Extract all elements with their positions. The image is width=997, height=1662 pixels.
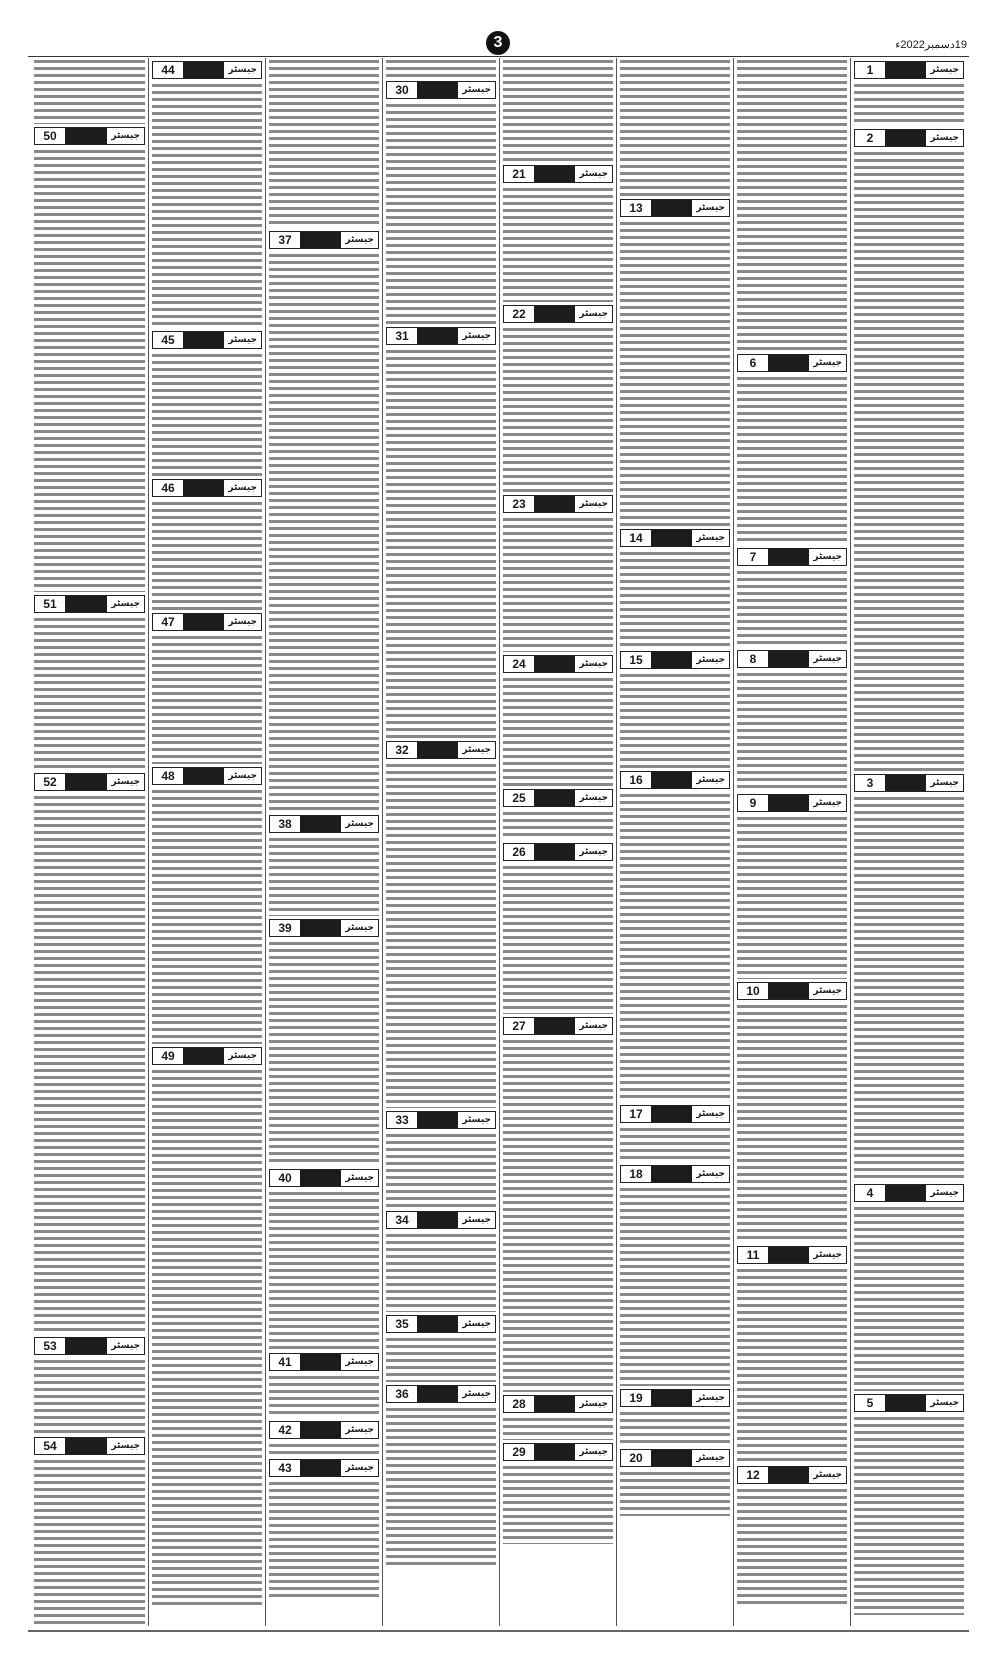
entry-text [34,58,145,124]
entry-badge-16: جیسٹر 16 [620,771,730,789]
entry-badge-13: جیسٹر 13 [620,199,730,217]
entry-badge-39: جیسٹر 39 [269,919,379,937]
entry-badge-42: جیسٹر 42 [269,1421,379,1439]
column-6 [265,58,382,1626]
entry-badge-30: جیسٹر 30 [386,81,496,99]
entry-badge-24: جیسٹر 24 [503,655,613,673]
issue-date: 19دسمبر2022ء [895,39,967,51]
entry-text [620,672,730,768]
entry-badge-28: جیسٹر 28 [503,1395,613,1413]
entry-badge-31: جیسٹر 31 [386,327,496,345]
entry-text [152,500,262,610]
entry-badge-38: جیسٹر 38 [269,815,379,833]
entry-badge-9: جیسٹر 9 [737,794,847,812]
entry-badge-25: جیسٹر 25 [503,789,613,807]
entry-text [34,616,145,770]
entry-badge-32: جیسٹر 32 [386,741,496,759]
entry-badge-12: جیسٹر 12 [737,1466,847,1484]
entry-text [386,1232,496,1312]
entry-text [386,1406,496,1566]
entry-text [503,1464,613,1544]
entry-badge-45: جیسٹر 45 [152,331,262,349]
entry-text [269,1374,379,1418]
entry-text [503,326,613,492]
entry-text [503,186,613,302]
entry-badge-22: جیسٹر 22 [503,305,613,323]
entry-text [854,1415,964,1615]
entry-text [854,82,964,126]
entry-text [34,1358,145,1434]
entry-badge-19: جیسٹر 19 [620,1389,730,1407]
entry-text [269,1480,379,1600]
entry-text [503,810,613,840]
entry-text [503,516,613,652]
entry-badge-17: جیسٹر 17 [620,1105,730,1123]
entry-text [503,676,613,786]
entry-text [152,634,262,764]
entry-text [737,569,847,647]
column-3 [616,58,733,1626]
entry-badge-49: جیسٹر 49 [152,1047,262,1065]
entry-text [152,1068,262,1608]
entry-badge-1: جیسٹر 1 [854,61,964,79]
entry-text [152,788,262,1044]
entry-text [503,58,613,162]
entry-badge-7: جیسٹر 7 [737,548,847,566]
entry-badge-23: جیسٹر 23 [503,495,613,513]
entry-text [34,148,145,592]
entry-text [386,58,496,78]
entry-badge-52: جیسٹر 52 [34,773,145,791]
entry-badge-51: جیسٹر 51 [34,595,145,613]
bottom-rule [28,1630,969,1632]
entry-badge-40: جیسٹر 40 [269,1169,379,1187]
column-1 [850,58,967,1626]
entry-text [737,58,847,351]
entry-text [620,1410,730,1446]
entry-badge-54: جیسٹر 54 [34,1437,145,1455]
entry-badge-36: جیسٹر 36 [386,1385,496,1403]
entry-badge-18: جیسٹر 18 [620,1165,730,1183]
entry-text [620,1126,730,1162]
entry-text [269,940,379,1166]
entry-badge-34: جیسٹر 34 [386,1211,496,1229]
entry-text [620,1186,730,1386]
entry-text [620,58,730,196]
entry-badge-37: جیسٹر 37 [269,231,379,249]
entry-badge-5: جیسٹر 5 [854,1394,964,1412]
entry-text [737,1267,847,1463]
entry-text [737,375,847,545]
page-number: 3 [486,31,510,55]
entry-badge-20: جیسٹر 20 [620,1449,730,1467]
entry-text [503,1416,613,1440]
entry-text [386,1132,496,1208]
entry-badge-47: جیسٹر 47 [152,613,262,631]
entry-text [386,1336,496,1382]
entry-badge-8: جیسٹر 8 [737,650,847,668]
article-columns [30,58,967,1626]
entry-text [386,762,496,1108]
entry-text [269,836,379,916]
entry-text [854,150,964,771]
entry-text [503,1038,613,1392]
entry-text [854,1205,964,1391]
column-5 [382,58,499,1626]
entry-badge-2: جیسٹر 2 [854,129,964,147]
entry-text [854,795,964,1181]
entry-text [620,1470,730,1516]
entry-text [737,671,847,791]
entry-badge-53: جیسٹر 53 [34,1337,145,1355]
entry-text [620,550,730,648]
entry-text [269,58,379,228]
column-8 [31,58,148,1626]
entry-badge-48: جیسٹر 48 [152,767,262,785]
entry-badge-11: جیسٹر 11 [737,1246,847,1264]
entry-badge-6: جیسٹر 6 [737,354,847,372]
entry-badge-26: جیسٹر 26 [503,843,613,861]
entry-badge-10: جیسٹر 10 [737,982,847,1000]
entry-badge-29: جیسٹر 29 [503,1443,613,1461]
entry-badge-14: جیسٹر 14 [620,529,730,547]
column-4 [499,58,616,1626]
entry-badge-15: جیسٹر 15 [620,651,730,669]
column-7 [148,58,265,1626]
entry-text [269,1442,379,1456]
entry-text [152,82,262,328]
entry-text [152,352,262,476]
entry-text [269,1190,379,1350]
entry-text [386,102,496,324]
entry-badge-27: جیسٹر 27 [503,1017,613,1035]
entry-badge-44: جیسٹر 44 [152,61,262,79]
entry-badge-41: جیسٹر 41 [269,1353,379,1371]
entry-text [620,792,730,1102]
column-2 [733,58,850,1626]
entry-text [737,1487,847,1607]
entry-badge-46: جیسٹر 46 [152,479,262,497]
entry-text [386,348,496,738]
entry-text [269,252,379,812]
entry-text [620,220,730,526]
entry-badge-4: جیسٹر 4 [854,1184,964,1202]
entry-badge-3: جیسٹر 3 [854,774,964,792]
top-rule [28,56,969,57]
entry-badge-35: جیسٹر 35 [386,1315,496,1333]
entry-text [737,815,847,979]
entry-badge-50: جیسٹر 50 [34,127,145,145]
entry-badge-33: جیسٹر 33 [386,1111,496,1129]
entry-badge-21: جیسٹر 21 [503,165,613,183]
entry-text [34,794,145,1334]
entry-badge-43: جیسٹر 43 [269,1459,379,1477]
entry-text [503,864,613,1014]
entry-text [737,1003,847,1243]
entry-text [34,1458,145,1626]
